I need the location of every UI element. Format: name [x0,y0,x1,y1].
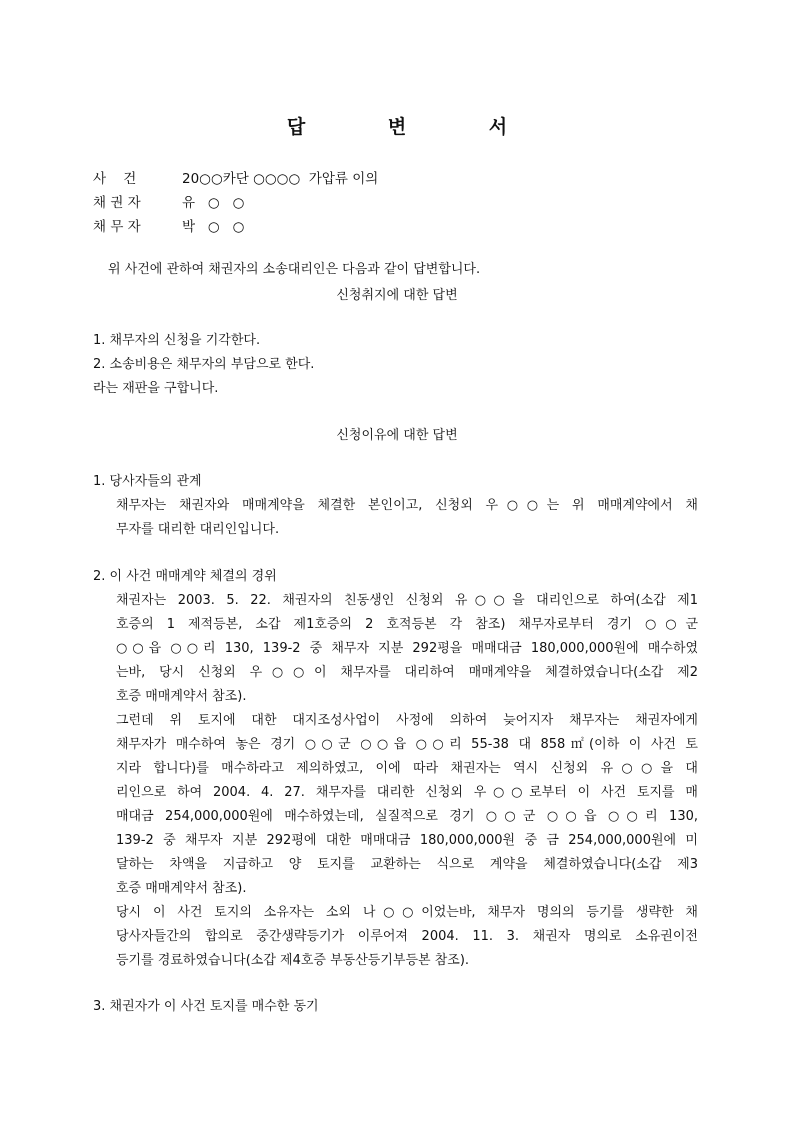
reason-2-line: 호증 매매계약서 참조). [116,881,247,896]
reason-2-line: 는바, 당시 신청외 우○○이 채무자를 대리하여 매매계약을 체결하였습니다(소갑 제2 [116,665,698,680]
purpose-heading: 신청취지에 대한 답변 [336,288,458,303]
debtor-value: 박 ○ ○ [182,219,245,235]
creditor-label: 채 권 자 [93,195,141,211]
reason-2-line: 당사자들간의 합의로 중간생략등기가 이루어져 2004. 11. 3. 채권자 명의로 소유권이전 [116,929,698,944]
document-title: 답 변 서 [286,116,546,138]
debtor-label: 채 무 자 [93,219,141,235]
purpose-item-2: 2. 소송비용은 채무자의 부담으로 한다. [93,357,315,372]
reason-2-line: 달하는 차액을 지급하고 양 토지를 교환하는 식으로 계약을 체결하였습니다(소갑 제3 [116,857,698,872]
reason-2-line: 채무자가 매수하여 놓은 경기 ○○군 ○○읍 ○○리 55-38 대 858㎡(이하 이 사건 토 [116,737,698,752]
reason-2-line: 당시 이 사건 토지의 소유자는 소외 나○○이었는바, 채무자 명의의 등기를 생략한 채 [116,905,698,920]
case-label: 사 건 [93,171,137,187]
intro-text: 위 사건에 관하여 채권자의 소송대리인은 다음과 같이 답변합니다. [108,262,481,277]
reasons-heading: 신청이유에 대한 답변 [336,428,458,443]
reason-3-heading: 3. 채권자가 이 사건 토지를 매수한 동기 [93,999,319,1014]
reason-2-line: 채권자는 2003. 5. 22. 채권자의 친동생인 신청외 유○○을 대리인으로 하여(소갑 제1 [116,593,698,608]
purpose-item-1: 1. 채무자의 신청을 기각한다. [93,333,261,348]
purpose-closing: 라는 재판을 구합니다. [93,381,219,396]
reason-2-line: 호증의 1 제적등본, 소갑 제1호증의 2 호적등본 각 참조) 채무자로부터 경기 ○○군 [116,617,698,632]
reason-1-line: 채무자는 채권자와 매매계약을 체결한 본인이고, 신청외 우○○는 위 매매계약에서 채 [116,498,698,513]
reason-2-line: 등기를 경료하였습니다(소갑 제4호증 부동산등기부등본 참조). [116,953,470,968]
reason-2-line: 139-2 중 채무자 지분 292평에 대한 매매대금 180,000,000원 중 금 254,000,000원에 미 [116,833,698,848]
reason-2-line: ○○읍 ○○리 130, 139-2 중 채무자 지분 292평을 매매대금 180,000,000원에 매수하였 [116,641,698,656]
reason-2-line: 매대금 254,000,000원에 매수하였는데, 실질적으로 경기 ○○군 ○○읍 ○○리 130, [116,809,698,824]
creditor-value: 유 ○ ○ [182,195,245,211]
case-value: 20○○카단 ○○○○ 가압류 이의 [182,171,379,187]
reason-2-heading: 2. 이 사건 매매계약 체결의 경위 [93,569,277,584]
reason-1-line: 무자를 대리한 대리인입니다. [116,522,280,537]
reason-1-heading: 1. 당사자들의 관계 [93,474,202,489]
reason-2-line: 리인으로 하여 2004. 4. 27. 채무자를 대리한 신청외 우○○로부터 이 사건 토지를 매 [116,785,698,800]
reason-2-line: 그런데 위 토지에 대한 대지조성사업이 사정에 의하여 늦어지자 채무자는 채권자에게 [116,713,698,728]
reason-2-line: 호증 매매계약서 참조). [116,689,247,704]
reason-2-line: 지라 합니다)를 매수하라고 제의하였고, 이에 따라 채권자는 역시 신청외 유○○을 대 [116,761,698,776]
